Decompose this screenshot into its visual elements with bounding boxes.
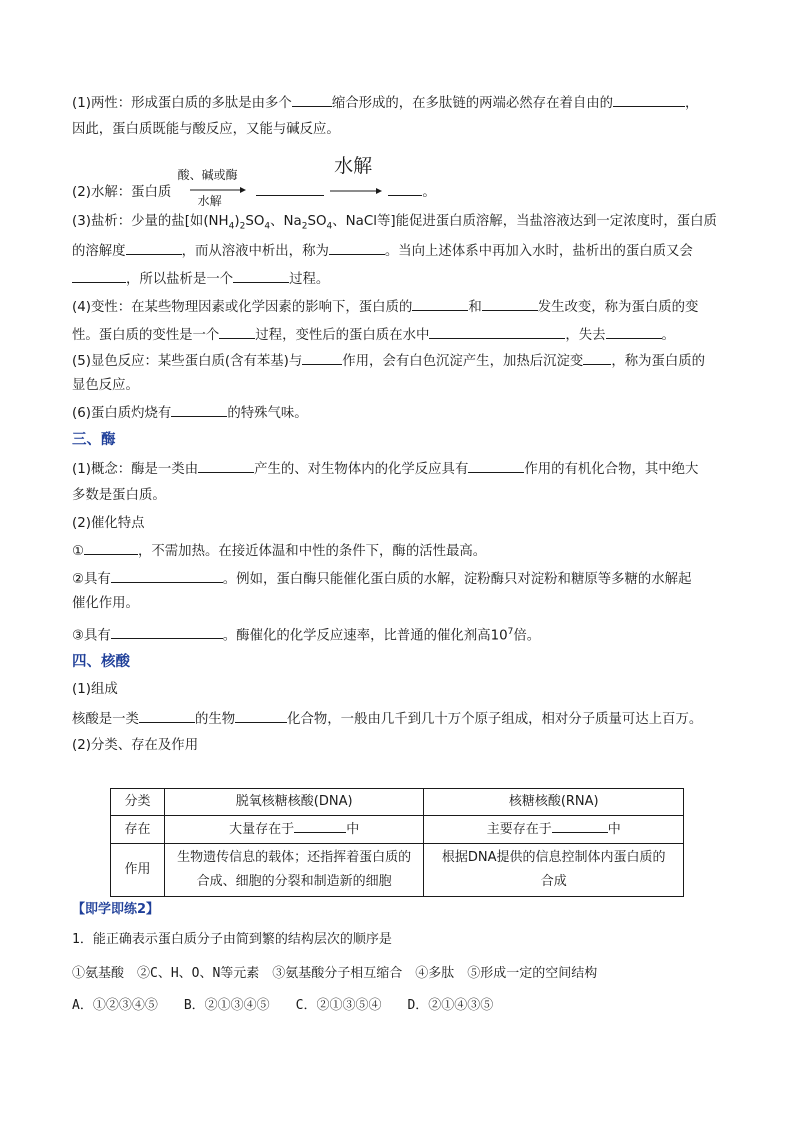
enzyme-feature-2-line-2: 催化作用。 — [72, 596, 139, 611]
text: 产生的、对生物体内的化学反应具有 — [254, 462, 469, 477]
text: SO — [245, 214, 265, 229]
enzyme-concept-line-2: 多数是蛋白质。 — [72, 488, 166, 503]
text: 合成、细胞的分裂和制造新的细胞 — [196, 874, 392, 889]
nucleic-composition-heading: (1)组成 — [72, 682, 118, 697]
hydrolysis-arrow-small — [176, 168, 252, 208]
enzyme-features-heading: (2)催化特点 — [72, 516, 145, 531]
blank[interactable] — [111, 624, 223, 639]
text: 合成 — [540, 874, 567, 889]
blank[interactable] — [583, 350, 611, 365]
salting-out-line-3 — [72, 268, 329, 290]
text: (5)显色反应：某些蛋白质(含有苯基)与 — [72, 354, 303, 369]
denaturation-line-2 — [72, 324, 675, 346]
text: 中 — [607, 822, 621, 837]
blank[interactable] — [111, 568, 223, 583]
text: 。酶催化的化学反应速率，比普通的催化剂高10 — [222, 628, 508, 644]
color-reaction-line-2: 显色反应。 — [72, 378, 139, 393]
blank[interactable] — [126, 240, 182, 255]
blank[interactable] — [139, 708, 195, 723]
blank[interactable] — [412, 296, 468, 311]
hydrolysis-arrow-large — [328, 155, 384, 202]
arrow-condition-below: 水解 — [197, 194, 222, 208]
text: 大量存在于 — [229, 822, 295, 837]
nucleic-composition-line — [72, 708, 702, 730]
text: 倍。 — [513, 628, 541, 644]
section-title-enzyme: 三、酶 — [72, 432, 116, 448]
text: ，不需加热。在接近体温和中性的条件下，酶的活性最高。 — [138, 544, 487, 559]
table-cell — [424, 816, 684, 844]
text: 中 — [346, 822, 360, 837]
blank[interactable] — [84, 540, 138, 555]
table-cell — [164, 816, 424, 844]
text: 性。蛋白质的变性是一个 — [72, 328, 220, 343]
blank[interactable] — [606, 324, 662, 339]
question-1: 1．能正确表示蛋白质分子由简到繁的结构层次的顺序是 — [72, 932, 392, 947]
text: ，而从溶液中析出，称为 — [181, 244, 329, 259]
blank[interactable] — [388, 181, 422, 196]
text: 。 — [661, 328, 675, 343]
text: 、Na — [270, 214, 302, 229]
blank[interactable] — [329, 240, 385, 255]
blank[interactable] — [468, 458, 524, 473]
text: 。 — [422, 185, 436, 200]
blank[interactable] — [256, 181, 324, 196]
text: (1)概念：酶是一类由 — [72, 462, 199, 477]
text: ，失去 — [565, 328, 606, 343]
text: 、NaCl等]能促进蛋白质溶解，当盐溶液达到一定浓度时，蛋白质 — [332, 214, 717, 229]
blank[interactable] — [198, 458, 254, 473]
text: (3)盐析：少量的盐[如(NH — [72, 214, 229, 229]
blank[interactable] — [171, 402, 227, 417]
blank[interactable] — [294, 818, 346, 833]
blank[interactable] — [552, 818, 608, 833]
text: 。当向上述体系中再加入水时，盐析出的蛋白质又会 — [384, 244, 693, 259]
enzyme-feature-3 — [72, 622, 540, 646]
question-1-items: ①氨基酸 ②C、H、O、N等元素 ③氨基酸分子相互缩合 ④多肽 ⑤形成一定的空间结构 — [72, 966, 598, 981]
table-header-cell: 分类 — [111, 789, 165, 816]
text: ① — [72, 544, 85, 559]
text: 作用的有机化合物，其中绝大 — [524, 462, 699, 477]
blank[interactable] — [429, 324, 565, 339]
text: 作用，会有白色沉淀产生，加热后沉淀变 — [342, 354, 584, 369]
text: (6)蛋白质灼烧有 — [72, 406, 172, 421]
denaturation-line-1 — [72, 296, 698, 318]
text: 过程。 — [289, 272, 330, 287]
blank[interactable] — [292, 92, 332, 107]
text: 核酸是一类 — [72, 712, 139, 727]
salting-out-line-1 — [72, 212, 717, 237]
salting-out-line-2 — [72, 240, 693, 262]
text: 化合物，一般由几千到几十万个原子组成，相对分子质量可达上百万。 — [287, 712, 703, 727]
text: ，称为蛋白质的 — [611, 354, 706, 369]
blank[interactable] — [72, 268, 126, 283]
amphoteric-line-2: 因此，蛋白质既能与酸反应，又能与碱反应。 — [72, 122, 340, 137]
text: 的生物 — [194, 712, 236, 727]
table-cell — [164, 844, 424, 897]
arrow-right-icon — [328, 186, 384, 196]
subscript: 2 — [239, 221, 246, 232]
blank[interactable] — [302, 350, 342, 365]
text: ，所以盐析是一个 — [126, 272, 234, 287]
practice-title: 【即学即练2】 — [72, 902, 160, 917]
color-reaction-line-1 — [72, 350, 705, 372]
text: 和 — [468, 300, 482, 315]
table-cell — [424, 844, 684, 897]
text: 主要存在于 — [486, 822, 552, 837]
blank[interactable] — [482, 296, 538, 311]
text: 。例如，蛋白酶只能催化蛋白质的水解，淀粉酶只对淀粉和糖原等多糖的水解起 — [222, 572, 692, 587]
text: ) — [234, 214, 240, 229]
question-1-options[interactable]: A．①②③④⑤ B．②①③④⑤ C．②①③⑤④ D．②①④③⑤ — [72, 998, 494, 1013]
table-header-cell: 核糖核酸(RNA) — [424, 789, 684, 816]
text: 生物遗传信息的载体；还指挥着蛋白质的 — [177, 850, 412, 865]
text: 根据DNA提供的信息控制体内蛋白质的 — [441, 850, 666, 865]
arrow-condition-above: 水解 — [334, 155, 373, 177]
text: 缩合形成的，在多肽链的两端必然存在着自由的 — [331, 96, 614, 111]
subscript: 4 — [264, 221, 271, 232]
text: 过程，变性后的蛋白质在水中 — [255, 328, 430, 343]
hydrolysis-line — [72, 155, 436, 210]
subscript: 4 — [228, 221, 235, 232]
table-row — [111, 789, 684, 816]
nucleic-acid-table — [110, 788, 684, 897]
text: ③具有 — [72, 628, 111, 644]
subscript: 2 — [301, 221, 308, 232]
text: 的溶解度 — [72, 244, 126, 259]
text: ， — [685, 96, 699, 111]
burning-line — [72, 402, 308, 424]
table-header-cell: 脱氧核糖核酸(DNA) — [164, 789, 424, 816]
enzyme-feature-2-line-1 — [72, 568, 691, 590]
superscript: 7 — [507, 627, 514, 637]
text: ②具有 — [72, 572, 111, 587]
text: (2)水解：蛋白质 — [72, 185, 172, 200]
table-row — [111, 816, 684, 844]
amphoteric-line-1 — [72, 92, 698, 114]
blank[interactable] — [233, 268, 289, 283]
table-cell: 存在 — [111, 816, 165, 844]
text: 的特殊气味。 — [227, 406, 308, 421]
text: SO — [307, 214, 327, 229]
subscript: 4 — [326, 221, 333, 232]
text: (4)变性：在某些物理因素或化学因素的影响下，蛋白质的 — [72, 300, 413, 315]
table-row — [111, 844, 684, 897]
enzyme-feature-1 — [72, 540, 486, 562]
enzyme-concept-line-1 — [72, 458, 698, 480]
section-title-nucleic-acid: 四、核酸 — [72, 654, 130, 670]
blank[interactable] — [219, 324, 255, 339]
blank[interactable] — [235, 708, 287, 723]
text: (1)两性：形成蛋白质的多肽是由多个 — [72, 96, 292, 111]
table-cell: 作用 — [111, 844, 165, 897]
blank[interactable] — [613, 92, 685, 107]
text: 发生改变，称为蛋白质的变 — [537, 300, 699, 315]
nucleic-classification-heading: (2)分类、存在及作用 — [72, 738, 199, 753]
arrow-condition-above: 酸、碱或酶 — [177, 168, 238, 182]
